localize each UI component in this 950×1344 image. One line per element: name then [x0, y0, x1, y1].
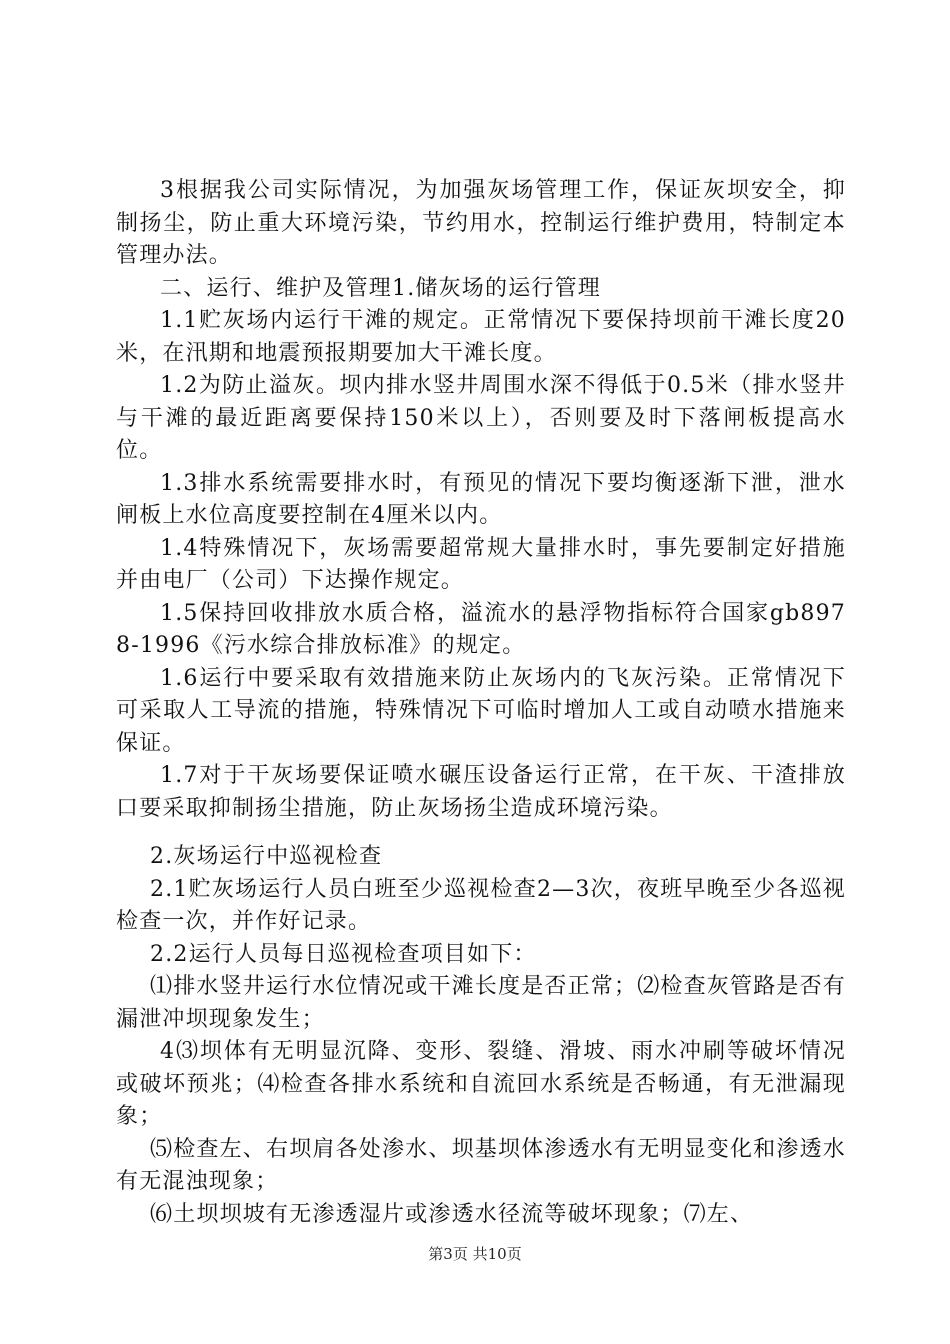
paragraph-1-4: 1.4特殊情况下，灰场需要超常规大量排水时，事先要制定好措施并由电厂（公司）下达操作规定。 [116, 535, 846, 593]
paragraph-item-3-4: 4⑶坝体有无明显沉降、变形、裂缝、滑坡、雨水冲刷等破坏情况或破坏预兆；⑷检查各排水系统和自流回水系统是否畅通，有无泄漏现象； [116, 1039, 846, 1129]
paragraph-1-5: 1.5保持回收排放水质合格，溢流水的悬浮物指标符合国家gb8978-1996《污水综合排放标准》的规定。 [116, 600, 846, 658]
section-heading-inspection: 2.灰场运行中巡视检查 [150, 844, 383, 869]
document-body [116, 175, 846, 1231]
paragraph-1-6: 1.6运行中要采取有效措施来防止灰场内的飞灰污染。正常情况下可采取人工导流的措施，特殊情况下可临时增加人工或自动喷水措施来保证。 [116, 665, 846, 756]
paragraph-intro: 3根据我公司实际情况，为加强灰场管理工作，保证灰坝安全，抑制扬尘，防止重大环境污染，节约用水，控制运行维护费用，特制定本管理办法。 [116, 178, 846, 268]
page-footer: 第3页 共10页 [428, 1245, 522, 1263]
paragraph-item-6-7: ⑹土坝坝坡有无渗透湿片或渗透水径流等破坏现象；⑺左、 [150, 1201, 754, 1227]
paragraph-1-1: 1.1贮灰场内运行干滩的规定。正常情况下要保持坝前干滩长度20米，在汛期和地震预报期要加大干滩长度。 [116, 308, 846, 366]
paragraph-item-5: ⑸检查左、右坝肩各处渗水、坝基坝体渗透水有无明显变化和渗透水有无混浊现象； [116, 1136, 847, 1194]
paragraph-1-3: 1.3排水系统需要排水时，有预见的情况下要均衡逐渐下泄，泄水闸板上水位高度要控制在4厘米以内。 [116, 470, 846, 528]
section-heading-operation: 二、运行、维护及管理1.储灰场的运行管理 [160, 275, 601, 301]
paragraph-item-1-2: ⑴排水竖井运行水位情况或干滩长度是否正常；⑵检查灰管路是否有漏泄冲坝现象发生； [116, 974, 847, 1032]
paragraph-2-1: 2.1贮灰场运行人员白班至少巡视检查2—3次，夜班早晚至少各巡视检查一次，并作好记录。 [116, 876, 846, 934]
paragraph-2-2: 2.2运行人员每日巡视检查项目如下： [150, 941, 537, 967]
paragraph-1-2: 1.2为防止溢灰。坝内排水竖井周围水深不得低于0.5米（排水竖井与干滩的最近距离要保持150米以上），否则要及时下落闸板提高水位。 [116, 373, 846, 463]
paragraph-1-7: 1.7对于干灰场要保证喷水碾压设备运行正常，在干灰、干渣排放口要采取抑制扬尘措施，防止灰场扬尘造成环境污染。 [116, 763, 846, 821]
